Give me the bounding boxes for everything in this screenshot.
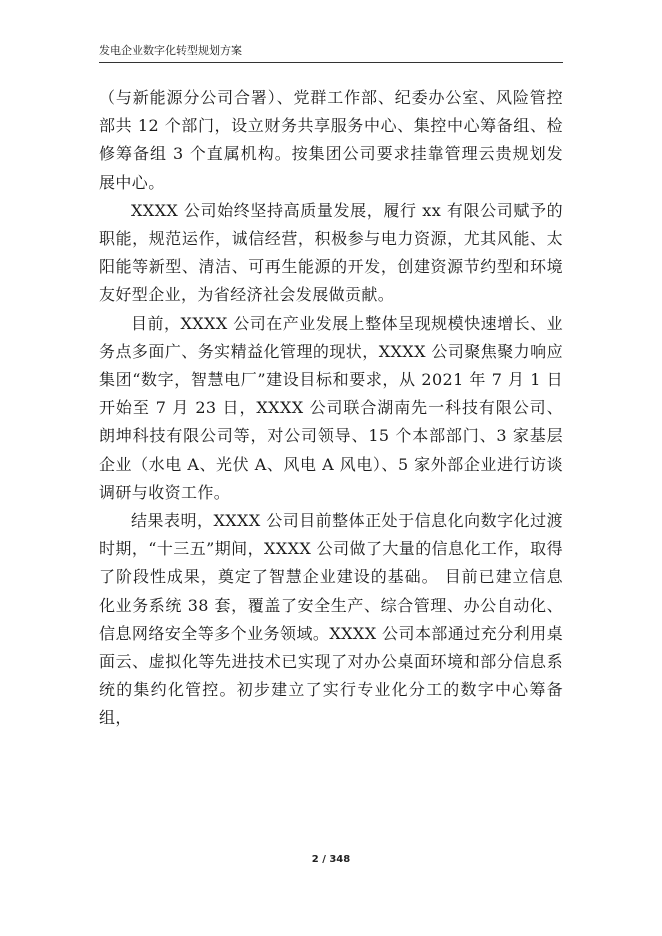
document-body [99,84,563,733]
page-header [99,44,563,61]
document-title: 发电企业数字化转型规划方案 [99,44,242,57]
paragraph-2: XXXX 公司始终坚持高质量发展，履行 xx 有限公司赋予的职能，规范运作，诚信经营，积极参与电力资源，尤其风能、太阳能等新型、清洁、可再生能源的开发，创建资源节约型和环境友好型企业，为省经济社会发展做贡献。 [99,200,563,305]
paragraph-4: 结果表明，XXXX 公司目前整体正处于信息化向数字化过渡时期，“十三五”期间，XXXX 公司做了大量的信息化工作，取得了阶段性成果，奠定了智慧企业建设的基础。 目前已建立信息化业务系统 38 套，覆盖了安全生产、综合管理、办公自动化、信息网络安全等多个业务领域。XXXX 公司本部通过充分利用桌面云、虚拟化等先进技术已实现了对办公桌面环境和部分信息系统的集约化管控。初步建立了实行专业化分工的数字中心筹备组， [99,511,563,728]
header-divider [99,62,563,63]
paragraph-1: （与新能源分公司合署）、党群工作部、纪委办公室、风险管控部共 12 个部门，设立财务共享服务中心、集控中心筹备组、检修筹备组 3 个直属机构。按集团公司要求挂靠管理云贵规划发展中心。 [99,88,563,192]
page-number: 2 / 348 [311,854,351,865]
paragraph-3: 目前，XXXX 公司在产业发展上整体呈现规模快速增长、业务点多面广、务实精益化管理的现状，XXXX 公司聚焦聚力响应集团“数字，智慧电厂”建设目标和要求，从 2021 年 7 月 1 日开始至 7 月 23 日，XXXX 公司联合湖南先一科技有限公司、朗坤科技有限公司等，对公司领导、15 个本部部门、3 家基层企业（水电 A、光伏 A、风电 A 风电）、5 家外部企业进行访谈调研与收资工作。 [99,313,563,502]
